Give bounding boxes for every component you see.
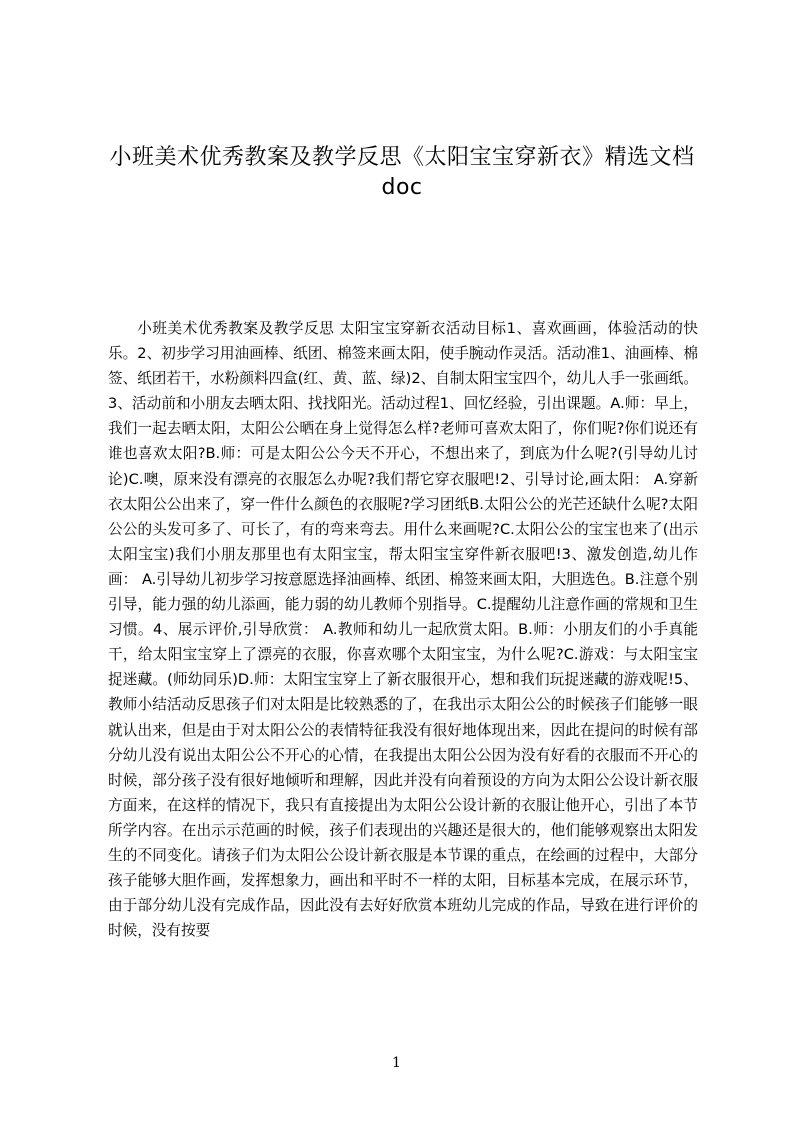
document-body-paragraph: 小班美术优秀教案及教学反思 太阳宝宝穿新衣活动目标1、喜欢画画，体验活动的快乐。2、初步学习用油画棒、纸团、棉签来画太阳，使手腕动作灵活。活动准1、油画棒、棉签、纸团若干，水粉颜料四盒(红、黄、蓝、绿)2、自制太阳宝宝四个，幼儿人手一张画纸。3、活动前和小朋友去晒太阳、找找阳光。活动过程1、回忆经验，引出课题。A.师：早上，我们一起去晒太阳，太阳公公晒在身上觉得怎么样?老师可喜欢太阳了，你们呢?你们说还有谁也喜欢太阳?B.师：可是太阳公公今天不开心，不想出来了，到底为什么呢?(引导幼儿讨论)C.噢，原来没有漂亮的衣服怎么办呢?我们帮它穿衣服吧!2、引导讨论,画太阳： A.穿新衣太阳公公出来了，穿一件什么颜色的衣服呢?学习团纸B.太阳公公的光芒还缺什么呢?太阳公公的头发可多了、可长了，有的弯来弯去。用什么来画呢?C.太阳公公的宝宝也来了(出示太阳宝宝)我们小朋友那里也有太阳宝宝，帮太阳宝宝穿件新衣服吧!3、激发创造,幼儿作画： A.引导幼儿初步学习按意愿选择油画棒、纸团、棉签来画太阳，大胆选色。B.注意个别引导，能力强的幼儿添画，能力弱的幼儿教师个别指导。C.提醒幼儿注意作画的常规和卫生习惯。4、展示评价,引导欣赏： A.教师和幼儿一起欣赏太阳。B.师：小朋友们的小手真能干，给太阳宝宝穿上了漂亮的衣服，你喜欢哪个太阳宝宝，为什么呢?C.游戏：与太阳宝宝捉迷藏。(师幼同乐)D.师：太阳宝宝穿上了新衣服很开心，想和我们玩捉迷藏的游戏呢!5、教师小结活动反思孩子们对太阳是比较熟悉的了，在我出示太阳公公的时候孩子们能够一眼就认出来，但是由于对太阳公公的表情特征我没有很好地体现出来，因此在提问的时候有部分幼儿没有说出太阳公公不开心的心情，在我提出太阳公公因为没有好看的衣服而不开心的时候，部分孩子没有很好地倾听和理解，因此并没有向着预设的方向为太阳公公设计新衣服方面来，在这样的情况下，我只有直接提出为太阳公公设计新的衣服让他开心，引出了本节所学内容。在出示示范画的时候，孩子们表现出的兴趣还是很大的，他们能够观察出太阳发生的不同变化。请孩子们为太阳公公设计新衣服是本节课的重点，在绘画的过程中，大部分孩子能够大胆作画，发挥想象力，画出和平时不一样的太阳，目标基本完成，在展示环节，由于部分幼儿没有完成作品，因此没有去好好欣赏本班幼儿完成的作品，导致在进行评价的时候，没有按要 bbox=[108, 320, 698, 940]
page-number: 1 bbox=[392, 1055, 401, 1071]
document-title: 小班美术优秀教案及教学反思《太阳宝宝穿新衣》精选文档doc bbox=[109, 145, 695, 200]
